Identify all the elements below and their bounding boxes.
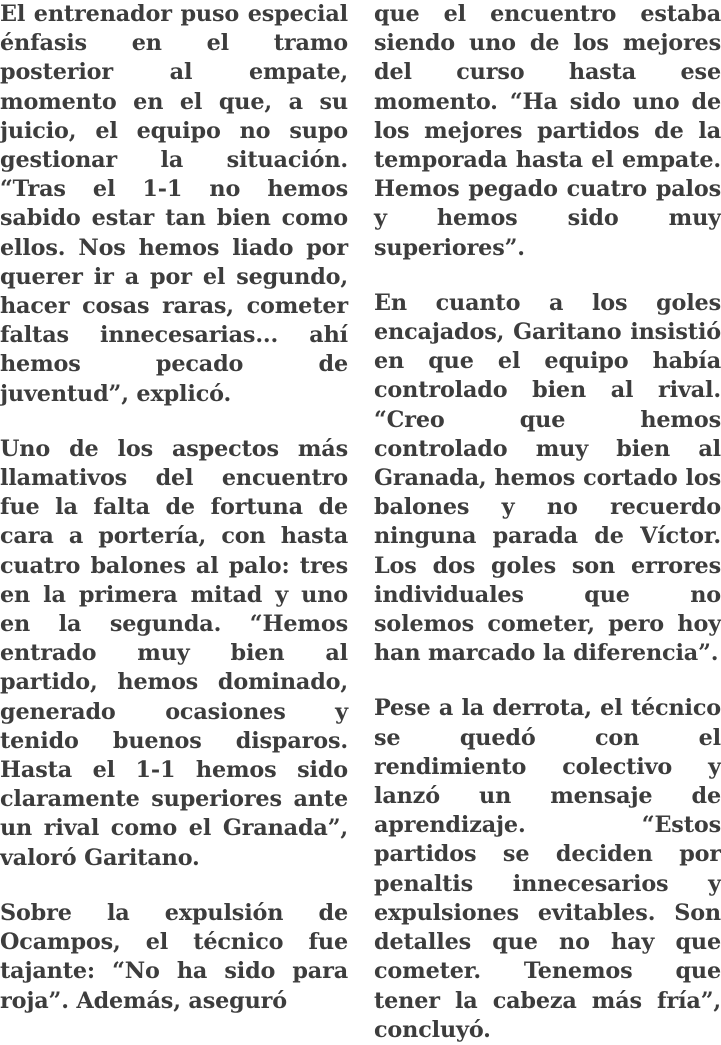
paragraph: En cuanto a los goles encajados, Garitano insistió en que el equipo había controlado bien al rival. “Creo que hemos controlado muy bien al Granada, hemos cortado los balones y no recuerdo ninguna parada de Víctor. Los dos goles son errores individuales que no solemos cometer, pero hoy han marcado la diferencia”. xyxy=(374,289,721,667)
paragraph: que el encuentro estaba siendo uno de los mejores del curso hasta ese momento. “Ha sido uno de los mejores partidos de la temporada hasta el empate. Hemos pegado cuatro palos y hemos sido muy superiores”. xyxy=(374,1,721,261)
article-column-right xyxy=(374,0,721,1045)
paragraph: Pese a la derrota, el técnico se quedó con el rendimiento colectivo y lanzó un mensaje de aprendizaje. “Estos partidos se deciden por penaltis innecesarios y expulsiones evitables. Son detalles que no hay que cometer. Tenemos que tener la cabeza más fría”, concluyó. xyxy=(374,695,721,1043)
paragraph: Sobre la expulsión de Ocampos, el técnico fue tajante: “No ha sido para roja”. Además, aseguró xyxy=(0,899,348,1014)
paragraph: Uno de los aspectos más llamativos del encuentro fue la falta de fortuna de cara a portería, con hasta cuatro balones al palo: tres en la primera mitad y uno en la segunda. “Hemos entrado muy bien al partido, hemos dominado, generado ocasiones y tenido buenos disparos. Hasta el 1-1 hemos sido claramente superiores ante un rival como el Granada”, valoró Garitano. xyxy=(0,435,348,871)
article-column-left xyxy=(0,0,348,1016)
paragraph: El entrenador puso especial énfasis en el tramo posterior al empate, momento en el que, a su juicio, el equipo no supo gestionar la situación. “Tras el 1-1 no hemos sabido estar tan bien como ellos. Nos hemos liado por querer ir a por el segundo, hacer cosas raras, cometer faltas innecesarias... ahí hemos pecado de juventud”, explicó. xyxy=(0,1,348,407)
